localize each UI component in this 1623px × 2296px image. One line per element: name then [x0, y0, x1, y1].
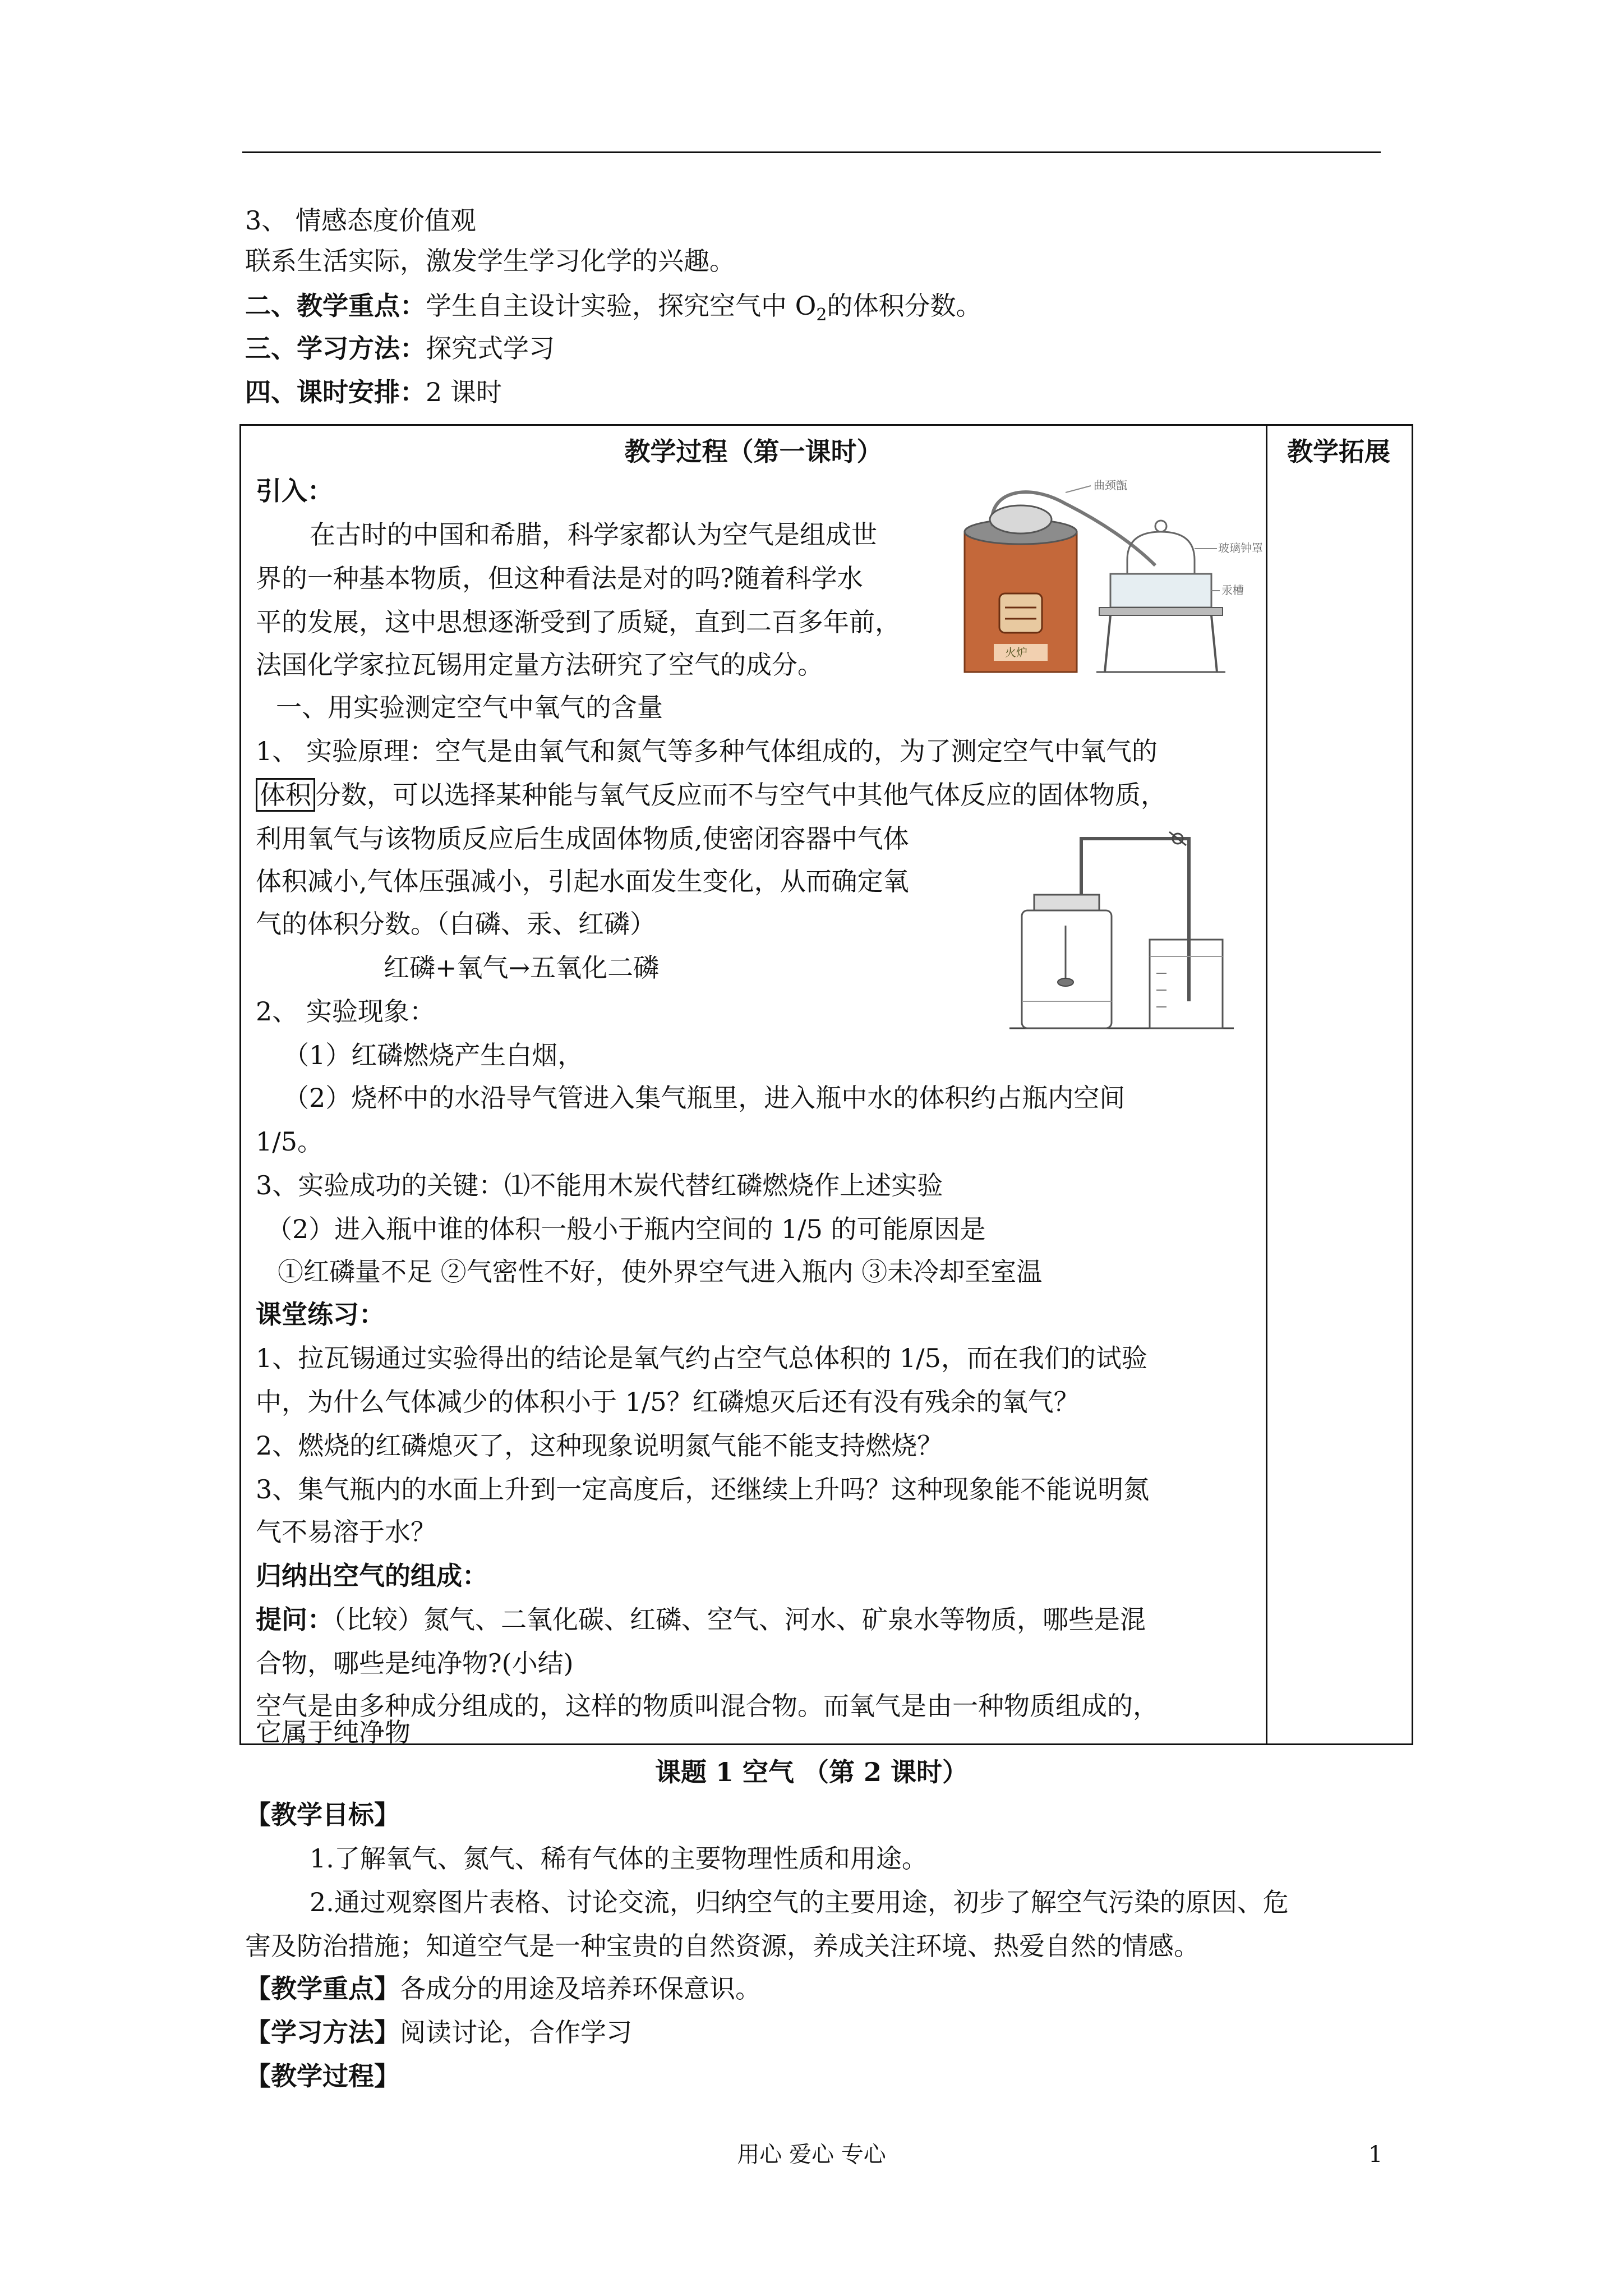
table-header-extension: 教学拓展 [1287, 436, 1390, 467]
objective-3-text: 联系生活实际，激发学生学习化学的兴趣。 [245, 246, 735, 276]
summary-label: 归纳出空气的组成： [256, 1561, 488, 1591]
practice-3b: 气不易溶于水？ [256, 1517, 436, 1547]
oxygen-measurement-apparatus-figure [1009, 816, 1234, 1038]
intro-line-3: 平的发展，这中思想逐渐受到了质疑，直到二百多年前， [256, 607, 901, 637]
key-title: 3、实验成功的关键：⑴不能用木炭代替红磷燃烧作上述实验 [256, 1170, 943, 1200]
bell-jar-label: 玻璃钟罩 [1218, 541, 1263, 555]
conclusion-b: 它属于纯净物 [256, 1717, 411, 1747]
schedule-line [245, 372, 502, 412]
goal-2b: 害及防治措施；知道空气是一种宝贵的自然资源，养成关注环境、热爱自然的情感。 [245, 1931, 1200, 1961]
practice-1b: 中，为什么气体减少的体积小于 1/5？红磷熄灭后还有没有残余的氧气？ [256, 1387, 1080, 1417]
key-points-text-end: 的体积分数。 [827, 291, 982, 321]
principle-line-5: 气的体积分数。（白磷、汞、红磷） [256, 909, 656, 939]
intro-line-2: 界的一种基本物质，但这种看法是对的吗?随着科学水 [256, 563, 863, 593]
key-points-line [245, 286, 981, 335]
intro-line-4: 法国化学家拉瓦锡用定量方法研究了空气的成分。 [256, 650, 823, 680]
reaction-equation: 红磷+氧气→五氧化二磷 [384, 953, 660, 983]
key-points-label: 二、教学重点： [245, 291, 426, 321]
question-text: （比较）氮气、二氧化碳、红磷、空气、河水、矿泉水等物质，哪些是混 [333, 1604, 1146, 1635]
subscript: 2 [816, 305, 827, 325]
method-label: 三、学习方法： [245, 333, 426, 364]
phenomena-title: 2、 实验现象： [256, 996, 435, 1027]
intro-line-1: 在古时的中国和希腊，科学家都认为空气是组成世 [310, 519, 877, 550]
principle-line-3: 利用氧气与该物质反应后生成固体物质,使密闭容器中气体 [256, 823, 909, 854]
footer-motto: 用心 爱心 专心 [737, 2142, 886, 2168]
keypoint-text: 各成分的用途及培养环保意识。 [400, 1973, 761, 2004]
lavoisier-apparatus-figure [953, 476, 1263, 683]
furnace-label: 火炉 [1005, 646, 1027, 659]
practice-3a: 3、集气瓶内的水面上升到一定高度后，还继续上升吗？这种现象能不能说明氮 [256, 1474, 1150, 1504]
table-header-process: 教学过程（第一课时） [624, 436, 883, 467]
mercury-trough-label: 汞槽 [1221, 583, 1244, 597]
practice-1a: 1、拉瓦锡通过实验得出的结论是氧气约占空气总体积的 1/5，而在我们的试验 [256, 1343, 1147, 1373]
key-points-text: 学生自主设计实验，探究空气中 O [426, 291, 817, 321]
method2-label: 【学习方法】 [245, 2017, 400, 2047]
method-line [245, 329, 555, 368]
boxed-term: 体积 [256, 778, 315, 812]
key-2: （2）进入瓶中谁的体积一般小于瓶内空间的 1/5 的可能原因是 [266, 1214, 986, 1244]
method2-text: 阅读讨论，合作学习 [400, 2017, 632, 2047]
practice-label: 课堂练习： [256, 1299, 385, 1329]
goal-2a: 2.通过观察图片表格、讨论交流，归纳空气的主要用途，初步了解空气污染的原因、危 [310, 1887, 1289, 1917]
principle-line-1: 1、 实验原理：空气是由氧气和氮气等多种气体组成的，为了测定空气中氧气的 [256, 736, 1158, 766]
practice-2: 2、燃烧的红磷熄灭了，这种现象说明氮气能不能支持燃烧？ [256, 1430, 943, 1461]
lesson-2-title: 课题 1 空气 （第 2 课时） [654, 1757, 969, 1787]
principle-line-4: 体积减小,气体压强减小，引起水面发生变化，从而确定氧 [256, 866, 909, 896]
lesson-2-keypoint [245, 1969, 761, 2008]
goal-1: 1.了解氧气、氮气、稀有气体的主要物理性质和用途。 [310, 1843, 928, 1874]
goals-label: 【教学目标】 [245, 1800, 400, 1830]
question-label: 提问： [256, 1604, 333, 1635]
phenomena-2: （2）烧杯中的水沿导气管进入集气瓶里，进入瓶中水的体积约占瓶内空间 [283, 1083, 1126, 1113]
schedule-text: 2 课时 [426, 377, 502, 407]
keypoint-label: 【教学重点】 [245, 1973, 400, 2004]
section-1-title: 一、用实验测定空气中氧气的含量 [276, 692, 663, 723]
retort-label: 曲颈甑 [1094, 478, 1127, 492]
phenomena-1: （1）红磷燃烧产生白烟， [283, 1040, 584, 1070]
principle-line-2-text: 分数，可以选择某种能与氧气反应而不与空气中其他气体反应的固体物质， [315, 780, 1166, 810]
key-reasons: ①红磷量不足 ②气密性不好，使外界空气进入瓶内 ③未冷却至室温 [278, 1257, 1043, 1287]
header-rule [242, 151, 1381, 153]
phenomena-2b: 1/5。 [256, 1126, 324, 1157]
schedule-label: 四、课时安排： [245, 377, 426, 407]
intro-label: 引入： [256, 476, 333, 506]
objective-3-title: 3、 情感态度价值观 [245, 205, 476, 236]
principle-line-2 [256, 775, 1166, 815]
process-label: 【教学过程】 [245, 2061, 400, 2091]
question-line-b: 合物，哪些是纯净物?(小结) [256, 1648, 574, 1678]
question-line-a [256, 1600, 1146, 1639]
method-text: 探究式学习 [426, 333, 555, 364]
page-number: 1 [1368, 2142, 1383, 2168]
table-column-divider [1266, 424, 1267, 1743]
conclusion-a: 空气是由多种成分组成的，这样的物质叫混合物。而氧气是由一种物质组成的， [256, 1691, 1159, 1721]
lesson-2-method [245, 2013, 632, 2052]
